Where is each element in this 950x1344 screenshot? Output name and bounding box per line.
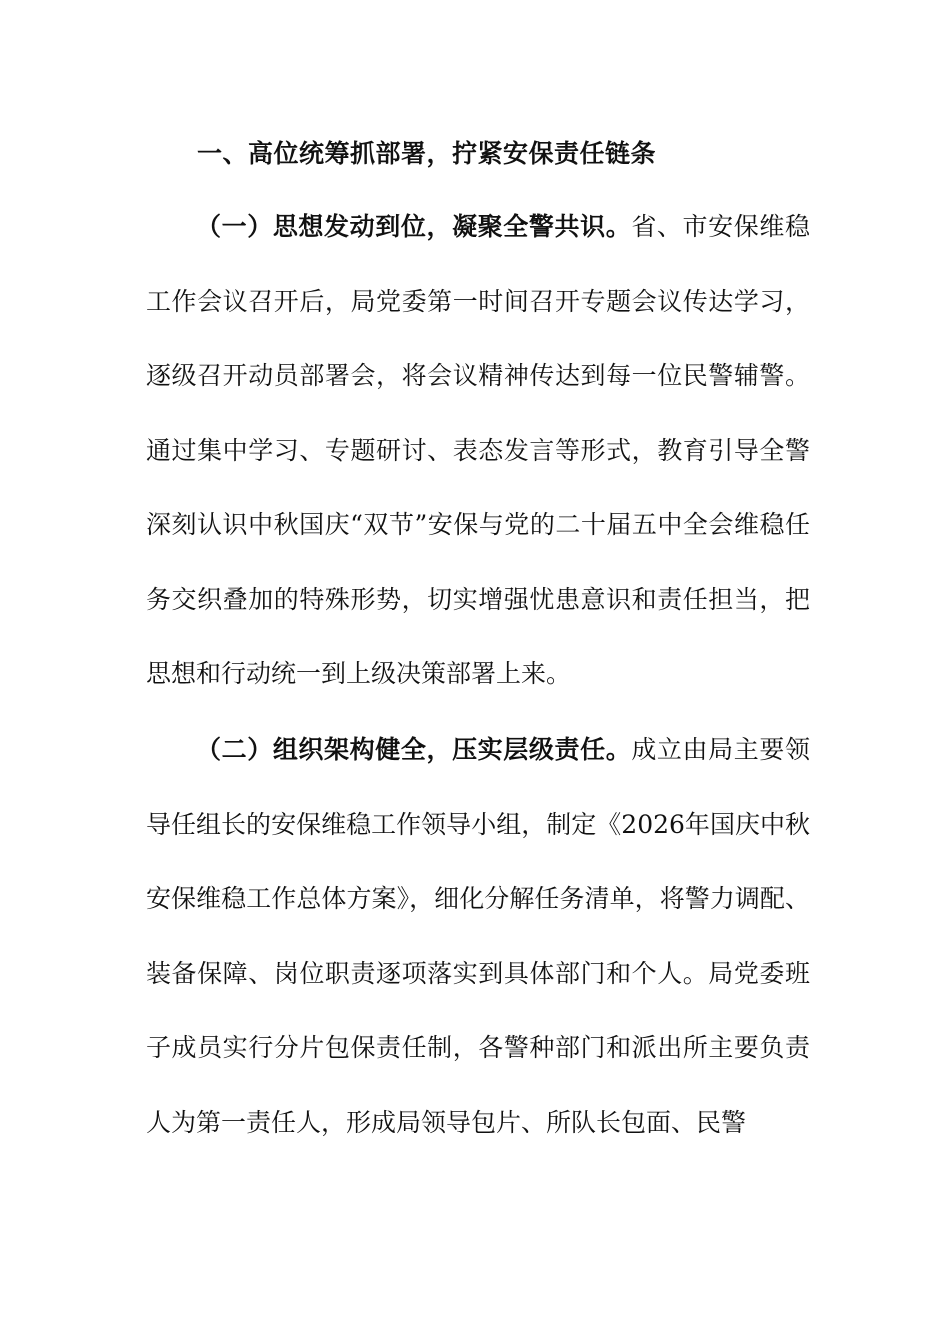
paragraph-1-lead: （一）思想发动到位，凝聚全警共识。 xyxy=(196,212,632,241)
paragraph-1-body: 省、市安保维稳工作会议召开后，局党委第一时间召开专题会议传达学习，逐级召开动员部署会，将会议精神传达到每一位民警辅警。通过集中学习、专题研讨、表态发言等形式，教育引导全警深刻认识中秋国庆“双节”安保与党的二十届五中全会维稳任务交织叠加的特殊形势，切实增强忧患意识和责任担当，把思想和行动统一到上级决策部署上来。 xyxy=(146,212,810,688)
section-heading: 一、高位统筹抓部署，拧紧安保责任链条 xyxy=(197,139,657,168)
paragraph-2-body: 成立由局主要领导任组长的安保维稳工作领导小组，制定《2026年国庆中秋安保维稳工作总体方案》，细化分解任务清单，将警力调配、装备保障、岗位职责逐项落实到具体部门和个人。局党委班子成员实行分片包保责任制，各警种部门和派出所主要负责人为第一责任人，形成局领导包片、所队长包面、民警 xyxy=(146,735,810,1137)
paragraph-2-lead: （二）组织架构健全，压实层级责任。 xyxy=(196,735,632,764)
paragraph-1 xyxy=(146,190,810,712)
paragraph-2 xyxy=(146,713,810,1160)
